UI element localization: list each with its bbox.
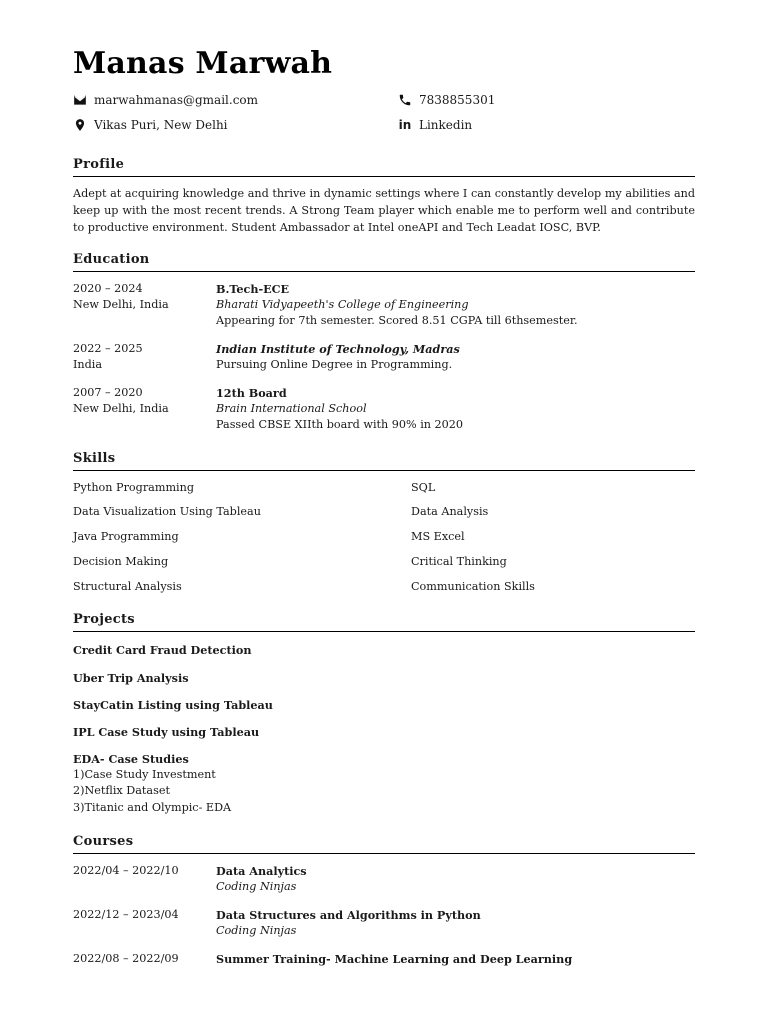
project-subitem: 2)Netflix Dataset	[73, 784, 170, 797]
contact-linkedin[interactable]	[398, 118, 472, 132]
mail-icon	[73, 93, 87, 107]
projects-heading: Projects	[73, 612, 695, 632]
skill-item: MS Excel	[411, 530, 465, 543]
email-text: marwahmanas@gmail.com	[94, 93, 259, 107]
project-subitem: 3)Titanic and Olympic- EDA	[73, 801, 232, 814]
course-title: Data Structures and Algorithms in Python	[216, 908, 481, 922]
project-title: Credit Card Fraud Detection	[73, 643, 252, 657]
education-degree: 12th Board	[216, 386, 287, 400]
skill-item: Communication Skills	[411, 580, 535, 593]
skill-item: Data Analysis	[411, 505, 489, 518]
skill-item: Python Programming	[73, 481, 194, 494]
candidate-name: Manas Marwah	[73, 46, 333, 81]
education-school: Indian Institute of Technology, Madras	[216, 342, 460, 356]
education-place: New Delhi, India	[73, 402, 169, 415]
education-heading: Education	[73, 252, 695, 272]
education-school: Brain International School	[216, 402, 367, 415]
course-title: Data Analytics	[216, 864, 307, 878]
education-detail: Pursuing Online Degree in Programming.	[216, 358, 453, 371]
project-title: StayCatin Listing using Tableau	[73, 698, 273, 712]
location-text: Vikas Puri, New Delhi	[94, 118, 228, 132]
education-detail: Appearing for 7th semester. Scored 8.51 CGPA till 6thsemester.	[216, 314, 578, 327]
phone-icon	[398, 93, 412, 107]
education-school: Bharati Vidyapeeth's College of Engineering	[216, 298, 469, 311]
contact-location	[73, 118, 228, 132]
skill-item: Structural Analysis	[73, 580, 182, 593]
skill-item: Java Programming	[73, 530, 179, 543]
skill-item: Data Visualization Using Tableau	[73, 505, 261, 518]
project-title: EDA- Case Studies	[73, 752, 189, 766]
course-provider: Coding Ninjas	[216, 880, 297, 893]
skill-item: SQL	[411, 481, 436, 494]
course-dates: 2022/12 – 2023/04	[73, 908, 179, 921]
skill-item: Decision Making	[73, 555, 169, 568]
education-degree: B.Tech-ECE	[216, 282, 290, 296]
contact-email[interactable]	[73, 93, 258, 107]
courses-heading: Courses	[73, 834, 695, 854]
project-title: IPL Case Study using Tableau	[73, 725, 260, 739]
education-dates: 2020 – 2024	[73, 282, 143, 295]
linkedin-text: Linkedin	[419, 118, 473, 132]
profile-heading: Profile	[73, 157, 695, 177]
contact-phone[interactable]	[398, 93, 495, 107]
linkedin-icon: in	[398, 118, 412, 132]
education-dates: 2022 – 2025	[73, 342, 143, 355]
course-dates: 2022/04 – 2022/10	[73, 864, 179, 877]
skills-heading: Skills	[73, 451, 695, 471]
skill-item: Critical Thinking	[411, 555, 507, 568]
education-place: New Delhi, India	[73, 298, 169, 311]
education-place: India	[73, 358, 103, 371]
course-dates: 2022/08 – 2022/09	[73, 952, 179, 965]
project-title: Uber Trip Analysis	[73, 671, 189, 685]
course-provider: Coding Ninjas	[216, 924, 297, 937]
project-subitem: 1)Case Study Investment	[73, 768, 216, 781]
course-title: Summer Training- Machine Learning and Deep Learning	[216, 952, 573, 966]
phone-text: 7838855301	[419, 93, 496, 107]
location-pin-icon	[73, 118, 87, 132]
education-dates: 2007 – 2020	[73, 386, 143, 399]
profile-text: Adept at acquiring knowledge and thrive in dynamic settings where I can constantly develop my abilities and keep up with the most recent trends. A Strong Team player which enable me to perform well and contribute to productive environment. Student Ambassador at Intel oneAPI and Tech Leadat IOSC, BVP.	[73, 187, 695, 234]
education-detail: Passed CBSE XIIth board with 90% in 2020	[216, 418, 464, 431]
